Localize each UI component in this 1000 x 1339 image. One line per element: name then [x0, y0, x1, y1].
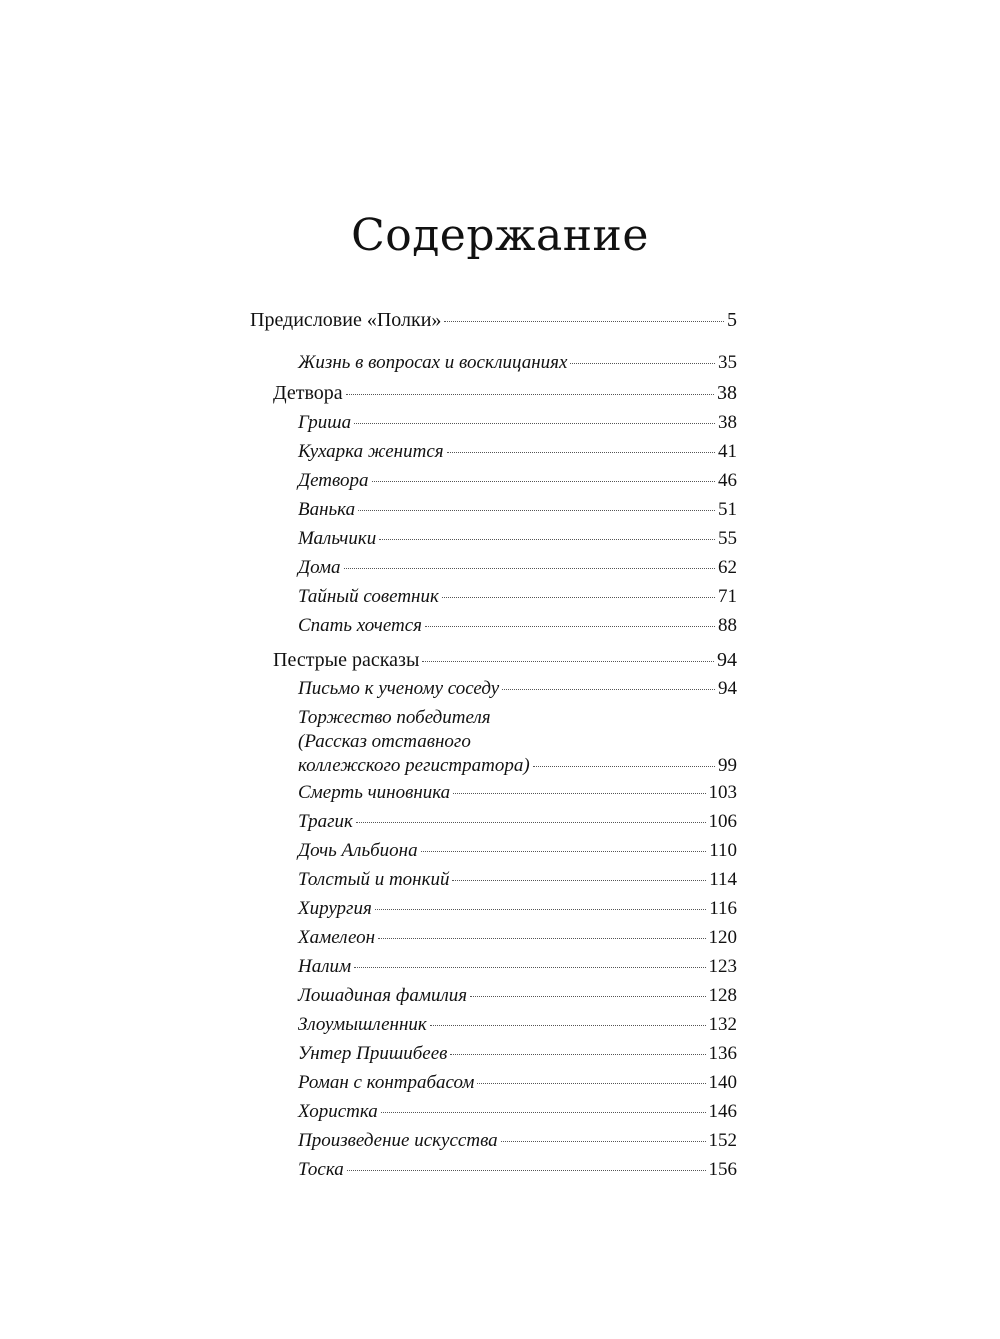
dot-leader: [533, 766, 715, 767]
toc-entry-page: 146: [708, 1101, 737, 1122]
toc-entry-title: Тайный советник: [298, 586, 439, 607]
dot-leader: [470, 996, 705, 997]
toc-entry-page: 94: [718, 678, 737, 699]
toc-entry-title: Хамелеон: [298, 927, 376, 948]
toc-entry-page: 114: [709, 869, 737, 890]
toc-entry-page: 99: [718, 755, 737, 776]
dot-leader: [354, 967, 705, 968]
toc-entry: [298, 781, 737, 805]
toc-entry-title: Тоска: [298, 1159, 344, 1180]
toc-entry: [298, 1042, 737, 1066]
toc-entry: [298, 498, 737, 522]
toc-entry: [298, 839, 737, 863]
dot-leader: [442, 597, 715, 598]
toc-entry-page: 156: [708, 1159, 737, 1180]
dot-leader: [346, 394, 714, 395]
toc-entry-title: Детвора: [298, 470, 369, 491]
toc-entry-last-line: [298, 754, 737, 778]
toc-entry: [250, 308, 737, 332]
toc-entry-title: Хористка: [298, 1101, 378, 1122]
toc-entry-title: Жизнь в вопросах и восклицаниях: [298, 352, 568, 373]
toc-entry-title: Спать хочется: [298, 615, 422, 636]
toc-section: [273, 648, 737, 672]
dot-leader: [421, 851, 707, 852]
toc-entry-title: Трагик: [298, 811, 353, 832]
toc-entry-title-line: (Рассказ отставного: [298, 731, 471, 752]
toc-entry: [298, 810, 737, 834]
toc-entry-title: Дочь Альбиона: [298, 840, 418, 861]
toc-entry-title: Кухарка женится: [298, 441, 444, 462]
toc-entry-title: Письмо к ученому соседу: [298, 678, 500, 699]
toc-entry-page: 136: [708, 1043, 737, 1064]
dot-leader: [375, 909, 706, 910]
toc-section: [273, 381, 737, 405]
toc-entry-page: 128: [708, 985, 737, 1006]
toc-entry-page: 88: [718, 615, 737, 636]
toc-entry-page: 123: [708, 956, 737, 977]
toc-entry-title: Роман с контрабасом: [298, 1072, 475, 1093]
dot-leader: [430, 1025, 706, 1026]
dot-leader: [344, 568, 716, 569]
dot-leader: [358, 510, 715, 511]
toc-entry: [298, 677, 737, 701]
dot-leader: [450, 1054, 705, 1055]
toc-entry-page: 106: [708, 811, 737, 832]
toc-entry-page: 132: [708, 1014, 737, 1035]
toc-section-title: Пестрые расказы: [273, 649, 420, 671]
toc-entry-title: Лошадиная фамилия: [298, 985, 468, 1006]
toc-entry: [298, 527, 737, 551]
toc-entry-page: 152: [708, 1130, 737, 1151]
dot-leader: [447, 452, 715, 453]
toc-entry-page: 51: [718, 499, 737, 520]
dot-leader: [356, 822, 706, 823]
toc-entry-title: Злоумышленник: [298, 1014, 427, 1035]
toc-entry-title: Хирургия: [298, 898, 372, 919]
toc-entry-title: Мальчики: [298, 528, 377, 549]
toc-section-page: 94: [717, 649, 737, 671]
dot-leader: [570, 363, 715, 364]
toc-entry-title-line: Торжество победителя: [298, 707, 491, 728]
dot-leader: [502, 689, 715, 690]
toc-entry: [298, 351, 737, 375]
toc-entry: [298, 1129, 737, 1153]
toc-entry-page: 140: [708, 1072, 737, 1093]
toc-entry: [298, 984, 737, 1008]
toc-entry-title: Налим: [298, 956, 352, 977]
toc-entry-page: 71: [718, 586, 737, 607]
toc-entry-page: 38: [718, 412, 737, 433]
toc-entry-page: 55: [718, 528, 737, 549]
toc-entry-page: 116: [709, 898, 737, 919]
toc-entry: [298, 897, 737, 921]
toc-entry: [298, 469, 737, 493]
dot-leader: [347, 1170, 706, 1171]
toc-entry: [298, 1071, 737, 1095]
toc-section-title: Детвора: [273, 382, 343, 404]
toc-entry-page: 110: [709, 840, 737, 861]
toc-entry: [298, 926, 737, 950]
toc-entry: [298, 440, 737, 464]
toc-entry-title: Толстый и тонкий: [298, 869, 450, 890]
toc-section-page: 38: [717, 382, 737, 404]
toc-entry-page: 41: [718, 441, 737, 462]
toc-entry: [298, 411, 737, 435]
dot-leader: [501, 1141, 706, 1142]
toc-entry-page: 103: [708, 782, 737, 803]
toc-entry: [298, 614, 737, 638]
toc-entry: [298, 1100, 737, 1124]
dot-leader: [372, 481, 716, 482]
toc-entry: [298, 868, 737, 892]
dot-leader: [422, 661, 714, 662]
toc-entry-title: Произведение искусства: [298, 1130, 498, 1151]
dot-leader: [379, 539, 715, 540]
toc-entry: [298, 1158, 737, 1182]
toc-entry-multiline: [298, 706, 737, 778]
toc-entry-page: 46: [718, 470, 737, 491]
dot-leader: [444, 321, 724, 322]
dot-leader: [425, 626, 715, 627]
toc-entry: [298, 1013, 737, 1037]
dot-leader: [453, 793, 705, 794]
toc-entry-title: Унтер Пришибеев: [298, 1043, 448, 1064]
toc-entry-title: Гриша: [298, 412, 352, 433]
dot-leader: [452, 880, 706, 881]
toc-entry-title: Предисловие «Полки»: [250, 309, 442, 331]
toc-entry-page: 5: [727, 309, 737, 331]
toc-entry-title: Смерть чиновника: [298, 782, 451, 803]
dot-leader: [378, 938, 705, 939]
toc-entry-page: 62: [718, 557, 737, 578]
toc-entry-title: Дома: [298, 557, 341, 578]
toc-entry-title-line: коллежского регистратора): [298, 755, 530, 776]
dot-leader: [381, 1112, 706, 1113]
dot-leader: [477, 1083, 705, 1084]
toc-entry-page: 35: [718, 352, 737, 373]
page-title: Содержание: [351, 210, 649, 261]
toc-entry-title: Ванька: [298, 499, 356, 520]
toc-entry: [298, 955, 737, 979]
toc-entry: [298, 556, 737, 580]
toc-entry: [298, 585, 737, 609]
toc-entry-page: 120: [708, 927, 737, 948]
dot-leader: [354, 423, 715, 424]
